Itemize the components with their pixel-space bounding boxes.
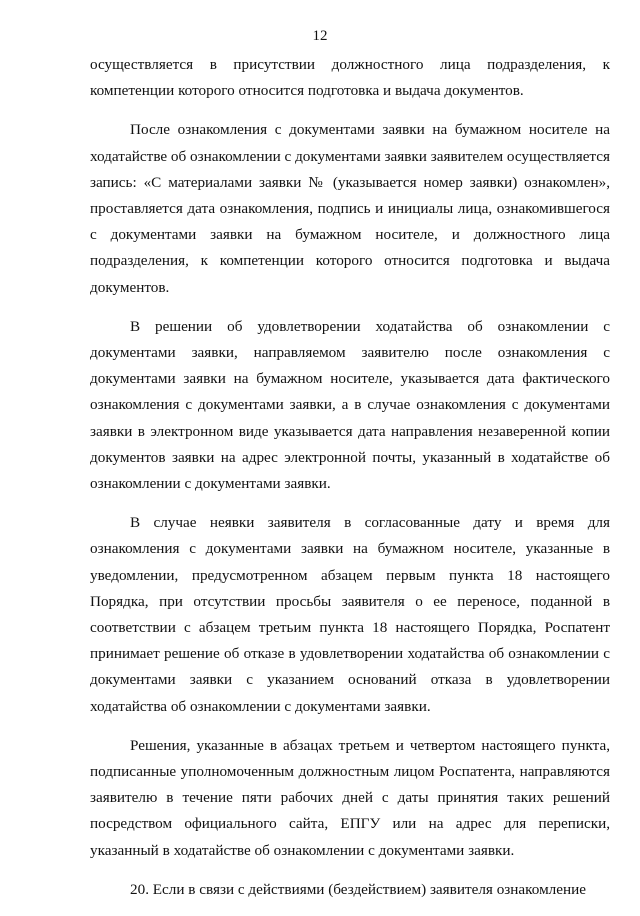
paragraph-decision-date: В решении об удовлетворении ходатайства об ознакомлении с документами заявки, направляемом заявителю после ознакомления с документами заявки на бумажном носителе, указывается дата фактического ознакомления с документами заявки, а в случае ознакомления с документами заявки в электронном виде указывается дата направления незаверенной копии документов заявки на адрес электронной почты, указанный в ходатайстве об ознакомлении с документами заявки. [90,317,610,493]
paragraph-continuation: осуществляется в присутствии должностного лица подразделения, к компетенции которого относится подготовка и выдача документов. [90,56,610,100]
paragraph-record-of-review: После ознакомления с документами заявки на бумажном носителе на ходатайстве об ознакомлении с документами заявки заявителем осуществляется запись: «С материалами заявки № (указывается номер заявки) ознакомлен», проставляется дата ознакомления, подпись и инициалы лица, ознакомившегося с документами заявки на бумажном носителе, и должностного лица подразделения, к компетенции которого относится подготовка и выдача документов. [90,121,610,296]
document-body [90,52,610,916]
page-number: 12 [312,28,328,44]
paragraph-no-show-refusal: В случае неявки заявителя в согласованные дату и время для ознакомления с документами заявки на бумажном носителе, указанные в уведомлении, предусмотренном абзацем первым пункта 18 настоящего Порядка, при отсутствии просьбы заявителя о ее переносе, поданной в соответствии с абзацем третьим пункта 18 настоящего Порядка, Роспатент принимает решение об отказе в удовлетворении ходатайства об ознакомлении с документами заявки с указанием оснований отказа в удовлетворении ходатайства об ознакомлении с документами заявки. [90,514,610,715]
paragraph-item-20: 20. Если в связи с действиями (бездействием) заявителя ознакомление [130,880,587,898]
paragraph-decision-delivery: Решения, указанные в абзацах третьем и четвертом настоящего пункта, подписанные уполномоченным должностным лицом Роспатента, направляются заявителю в течение пяти рабочих дней с даты принятия таких решений посредством официального сайта, ЕПГУ или на адрес для переписки, указанный в ходатайстве об ознакомлении с документами заявки. [90,736,610,859]
